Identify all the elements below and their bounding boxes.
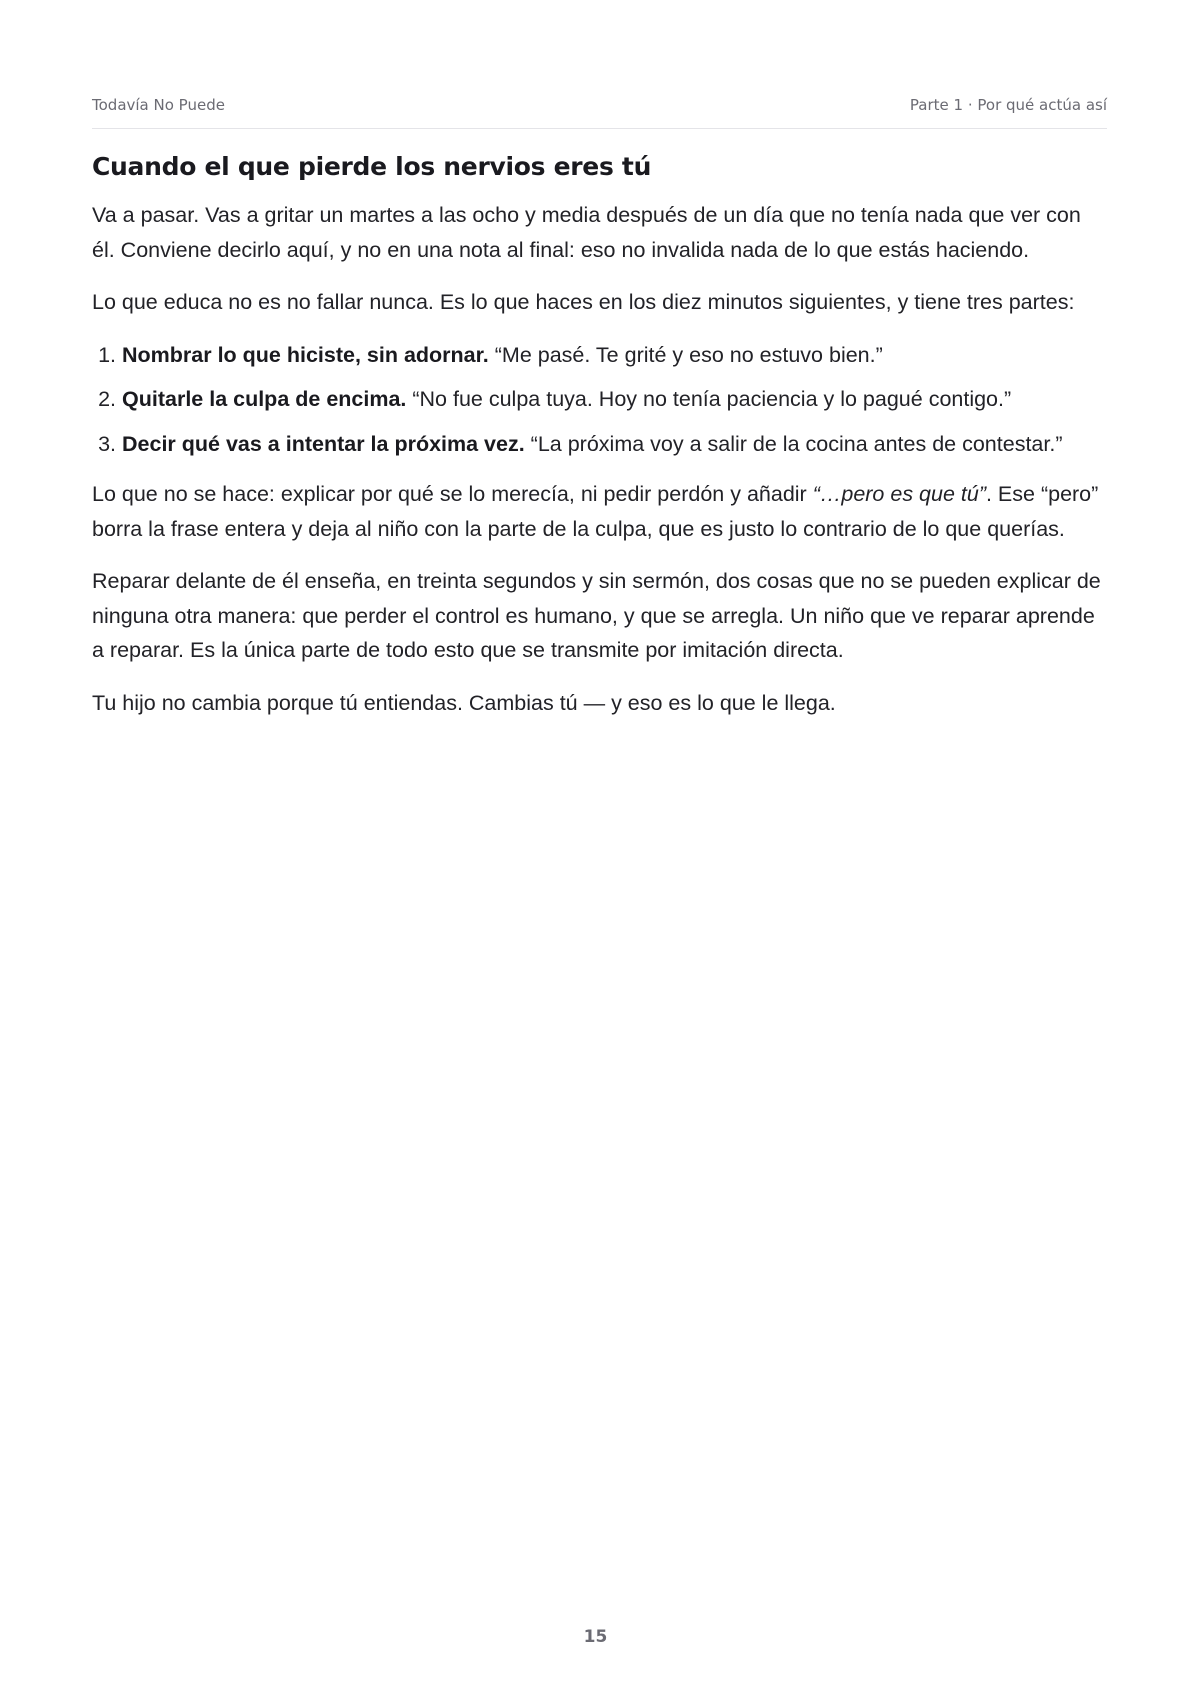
step-quote: “No fue culpa tuya. Hoy no tenía paciencia y lo pagué contigo.” [406,387,1012,411]
list-item [122,338,1107,373]
step-heading: Quitarle la culpa de encima. [122,387,407,411]
body-paragraph: Lo que educa no es no fallar nunca. Es lo que haces en los diez minutos siguientes, y tiene tres partes: [92,290,1075,314]
body-paragraph: Reparar delante de él enseña, en treinta segundos y sin sermón, dos cosas que no se pueden explicar de ninguna otra manera: que perder el control es humano, y que se arregla. Un niño que ve reparar aprende a reparar. Es la única parte de todo esto que se transmite por imitación directa. [92,569,1101,662]
running-header [92,96,1107,129]
list-item [122,427,1107,462]
section-title: Cuando el que pierde los nervios eres tú [92,152,652,181]
body-paragraph: Va a pasar. Vas a gritar un martes a las ocho y media después de un día que no tenía nada que ver con él. Conviene decirlo aquí, y no en una nota al final: eso no invalida nada de lo que estás haciendo. [92,203,1081,262]
body-paragraph [92,477,1107,546]
step-heading: Decir qué vas a intentar la próxima vez. [122,431,525,456]
paragraph-text: Lo que no se hace: explicar por qué se lo merecía, ni pedir perdón y añadir [92,482,813,506]
section-label: Parte 1 · Por qué actúa así [909,96,1107,114]
page-number: 15 [583,1627,608,1647]
steps-list [92,338,1107,462]
step-quote: “La próxima voy a salir de la cocina antes de contestar.” [524,431,1063,456]
step-quote: “Me pasé. Te grité y eso no estuvo bien.” [488,342,883,367]
paragraph-text: . Ese “pero” borra la frase entera y deja al niño con la parte de la culpa, que es justo lo contrario de lo que querías. [92,482,1099,541]
list-item [122,382,1107,417]
body-paragraph: Tu hijo no cambia porque tú entiendas. Cambias tú — y eso es lo que le llega. [92,690,836,715]
page-content [92,150,1107,738]
step-heading: Nombrar lo que hiciste, sin adornar. [122,342,489,367]
italic-quote: “…pero es que tú” [812,482,986,506]
book-title: Todavía No Puede [92,96,225,114]
